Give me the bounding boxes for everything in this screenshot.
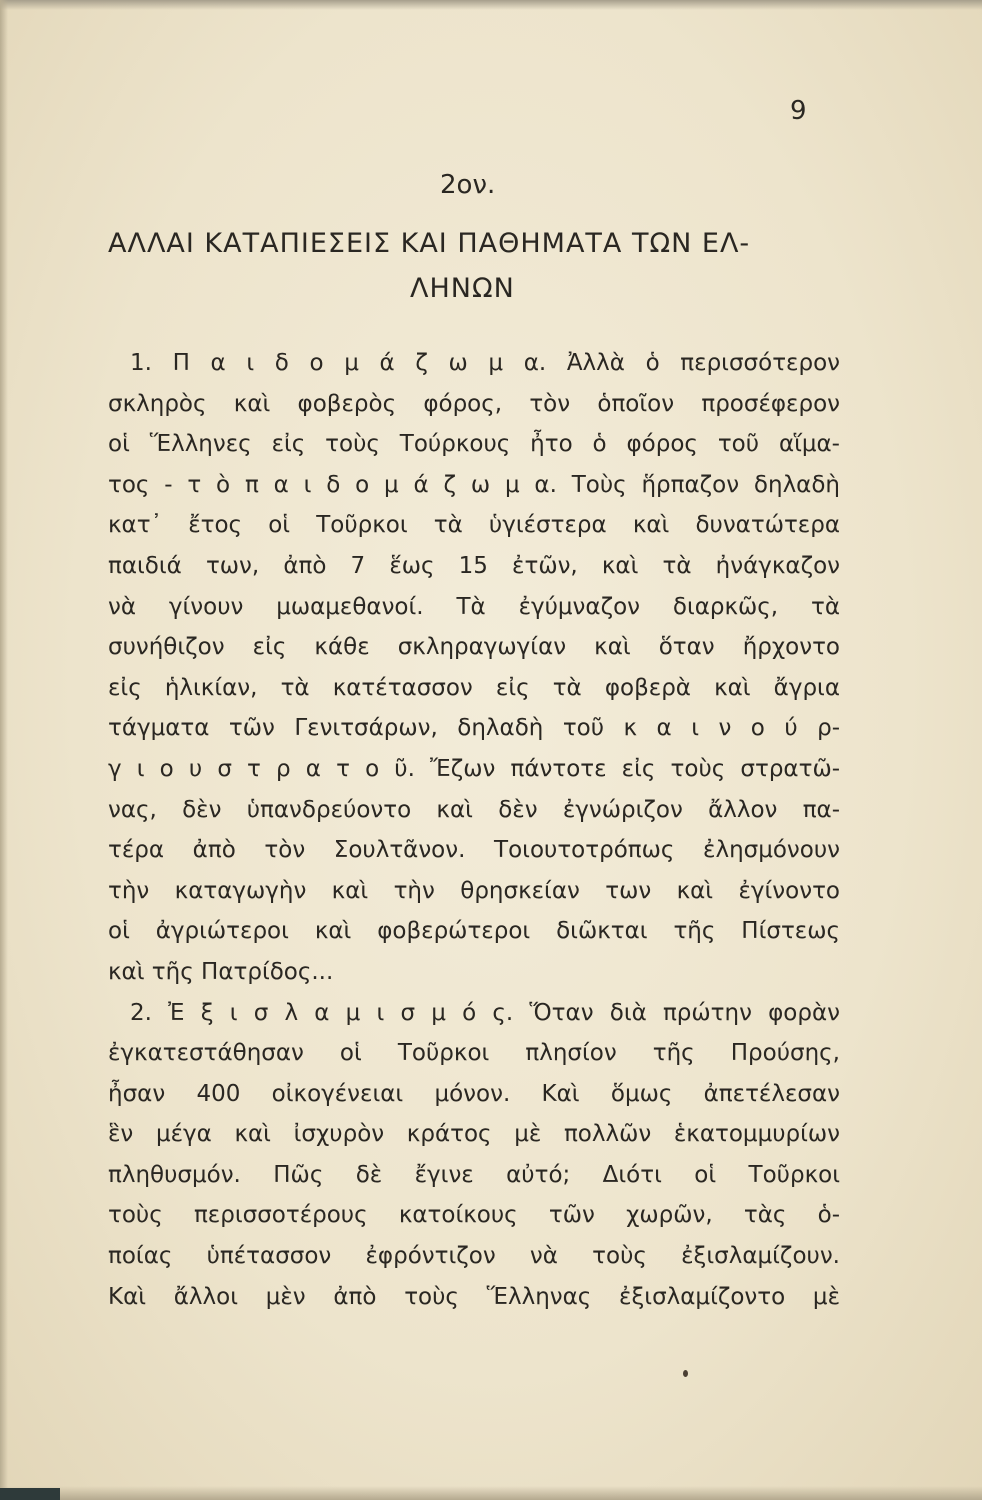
body-text — [108, 343, 840, 1317]
body-line: οἱ Ἕλληνες εἰς τοὺς Τούρκους ἦτο ὁ φόρος τοῦ αἵμα- — [108, 431, 840, 458]
body-line: σκληρὸς καὶ φοβερὸς φόρος, τὸν ὁποῖον προσέφερον — [108, 390, 840, 417]
page-left-edge-shadow — [0, 0, 8, 1500]
body-line: εἰς ἡλικίαν, τὰ κατέτασσον εἰς τὰ φοβερὰ καὶ ἄγρια — [108, 674, 840, 701]
body-line: ἦσαν 400 οἰκογένειαι μόνον. Καὶ ὅμως ἀπετέλεσαν — [108, 1080, 840, 1107]
page-top-edge-shadow — [0, 0, 982, 10]
body-line: τος - τ ὸ π α ι δ ο μ ά ζ ω μ α. Τοὺς ἥρπαζον δηλαδὴ — [108, 471, 840, 498]
body-line: ἓν μέγα καὶ ἰσχυρὸν κράτος μὲ πολλῶν ἑκατομμυρίων — [108, 1121, 840, 1148]
chapter-number: 2ον. — [440, 170, 496, 200]
body-line: νας, δὲν ὑπανδρεύοντο καὶ δὲν ἐγνώριζον ἄλλον πα- — [108, 796, 840, 823]
body-line: τὴν καταγωγὴν καὶ τὴν θρησκείαν των καὶ ἐγίνοντο — [108, 877, 840, 904]
body-line: κατ᾽ ἔτος οἱ Τοῦρκοι τὰ ὑγιέστερα καὶ δυνατώτερα — [108, 512, 840, 539]
body-line: γ ι ο υ σ τ ρ α τ ο ῦ. Ἔζων πάντοτε εἰς τοὺς στρατῶ- — [108, 755, 840, 782]
page-bottom-edge-shadow — [0, 1486, 982, 1500]
binding-mark — [0, 1488, 60, 1500]
body-line: καὶ τῆς Πατρίδος... — [108, 958, 334, 985]
chapter-title-line-1: ΑΛΛΑΙ ΚΑΤΑΠΙΕΣΕΙΣ ΚΑΙ ΠΑΘΗΜΑΤΑ ΤΩΝ ΕΛ- — [108, 228, 751, 259]
body-line: παιδιά των, ἀπὸ 7 ἕως 15 ἐτῶν, καὶ τὰ ἠνάγκαζον — [108, 552, 840, 579]
body-line: ποίας ὑπέτασσον ἐφρόντιζον νὰ τοὺς ἐξισλαμίζουν. — [108, 1243, 840, 1270]
body-line: Καὶ ἄλλοι μὲν ἀπὸ τοὺς Ἕλληνας ἐξισλαμίζοντο μὲ — [108, 1283, 840, 1310]
body-line: 2. Ἐ ξ ι σ λ α μ ι σ μ ό ς. Ὅταν διὰ πρώτην φορὰν — [130, 999, 840, 1026]
body-line: συνήθιζον εἰς κάθε σκληραγωγίαν καὶ ὅταν ἤρχοντο — [108, 634, 840, 661]
body-line: νὰ γίνουν μωαμεθανοί. Τὰ ἐγύμναζον διαρκῶς, τὰ — [108, 593, 840, 620]
ink-speck — [683, 1370, 688, 1377]
body-line: οἱ ἀγριώτεροι καὶ φοβερώτεροι διῶκται τῆς Πίστεως — [108, 918, 840, 945]
body-line: 1. Π α ι δ ο μ ά ζ ω μ α. Ἀλλὰ ὁ περισσότερον — [130, 350, 840, 376]
body-line: ἐγκατεστάθησαν οἱ Τοῦρκοι πλησίον τῆς Προύσης, — [108, 1040, 840, 1067]
body-line: τέρα ἀπὸ τὸν Σουλτᾶνον. Τοιουτοτρόπως ἐλησμόνουν — [108, 837, 840, 864]
body-line: τάγματα τῶν Γενιτσάρων, δηλαδὴ τοῦ κ α ι ν ο ύ ρ- — [108, 715, 840, 742]
body-line: τοὺς περισσοτέρους κατοίκους τῶν χωρῶν, τὰς ὁ- — [108, 1202, 840, 1229]
chapter-title-line-2: ΛΗΝΩΝ — [410, 273, 515, 304]
body-line: πληθυσμόν. Πῶς δὲ ἔγινε αὐτό; Διότι οἱ Τοῦρκοι — [108, 1161, 840, 1188]
page-number: 9 — [790, 96, 807, 126]
